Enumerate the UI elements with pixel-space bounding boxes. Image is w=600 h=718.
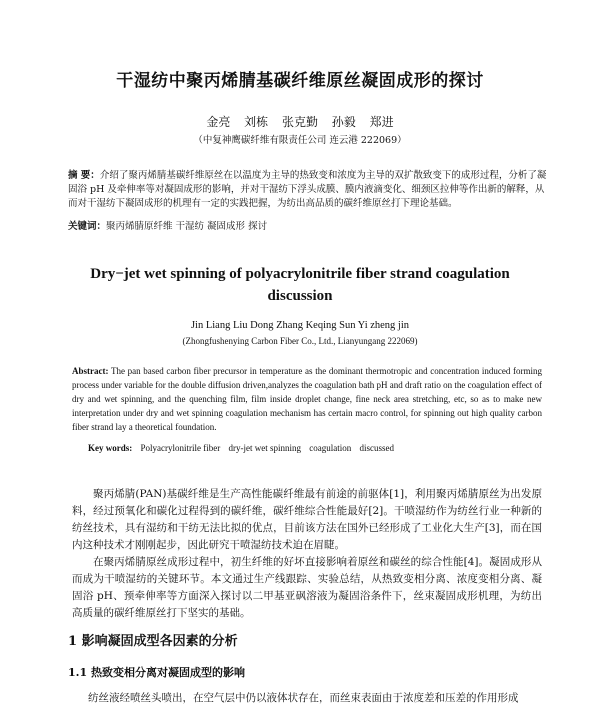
chinese-title: 干湿纺中聚丙烯腈基碳纤维原丝凝固成形的探讨 xyxy=(116,71,484,91)
english-keywords-label: Key words: xyxy=(88,443,133,453)
english-keyword: Polyacrylonitrile fiber xyxy=(140,443,221,453)
chinese-abstract-label: 摘 要： xyxy=(68,170,100,181)
english-authors: Jin Liang Liu Dong Zhang Keqing Sun Yi zheng jin xyxy=(190,320,410,331)
english-abstract-text: The pan based carbon fiber precursor in temperature as the dominant thermotropic and concentration induced forming process under variable for the double diffusion driven,analyzes the coagulation bath pH and draft ratio on the coagulation effect of dry and wet spinning, and the quenching film, film inside droplet change, fine neck area stretching, etc, so as to make new interpretation under dry and wet spinning coagulation mechanism has certain macro control, for spinning out high quality carbon fiber strand lay a theoretical foundation. xyxy=(72,366,542,432)
chinese-abstract xyxy=(68,169,548,211)
chinese-affiliation: （中复神鹰碳纤维有限责任公司 连云港 222069） xyxy=(193,135,407,146)
body-paragraph-3: 纺丝液经喷丝头喷出，在空气层中仍以液体状存在，而丝束表面由于浓度差和压差的作用形成 xyxy=(88,692,519,704)
english-keyword: coagulation xyxy=(309,443,352,453)
english-keyword: dry-jet wet spinning xyxy=(228,443,301,453)
chinese-keywords-text: 聚丙烯腈原纤维 干湿纺 凝固成形 探讨 xyxy=(106,221,268,232)
english-title: Dry−jet wet spinning of polyacrylonitrile fiber strand coagulation discussion xyxy=(90,266,510,304)
english-affiliation: (Zhongfushenying Carbon Fiber Co., Ltd., Lianyungang 222069) xyxy=(182,336,418,346)
section-heading-1: 1 影响凝固成型各因素的分析 xyxy=(68,634,238,649)
chinese-keywords xyxy=(68,218,548,232)
body-text xyxy=(72,486,542,622)
chinese-authors: 金亮 刘栋 张克勤 孙毅 郑进 xyxy=(206,115,394,129)
chinese-keywords-label: 关键词： xyxy=(68,221,107,232)
english-keyword: discussed xyxy=(359,443,394,453)
english-keywords xyxy=(88,443,538,453)
english-abstract-label: Abstract: xyxy=(72,366,109,376)
body-paragraph-1: 聚丙烯腈(PAN)基碳纤维是生产高性能碳纤维最有前途的前驱体[1]，利用聚丙烯腈原丝为出发原料，经过预氧化和碳化过程得到的碳纤维，碳纤维综合性能最好[2]。干喷湿纺作为纺丝行业一种新的纺丝技术，具有湿纺和干纺无法比拟的优点，目前该方法在国外已经形成了工业化大生产[3]，而在国内这种技术才刚刚起步，因此研究干喷湿纺技术迫在眉睫。 xyxy=(72,488,542,551)
english-abstract xyxy=(72,364,542,434)
chinese-abstract-text: 介绍了聚丙烯腈基碳纤维原丝在以温度为主导的热致变和浓度为主导的双扩散致变下的成形过程，分析了凝固浴 pH 及牵伸率等对凝固成形的影响，并对干湿纺下浮头成膜、膜内液滴变化、细颈区拉伸等作出新的解释，从而对干湿纺下凝固成形的机理有一定的实践把握，为纺出高品质的碳纤维原丝打下理论基础。 xyxy=(68,170,547,209)
subsection-heading-1-1: 1.1 热致变相分离对凝固成型的影响 xyxy=(68,666,245,679)
body-paragraph-2: 在聚丙烯腈原丝成形过程中，初生纤维的好坏直接影响着原丝和碳丝的综合性能[4]。凝固成形从而成为干喷湿纺的关键环节。本文通过生产线跟踪、实验总结，从热致变相分离、浓度变相分离、凝固浴 pH、预牵伸率等方面深入探讨以二甲基亚砜溶液为凝固浴条件下，丝束凝固成形机理，为纺出高质量的碳纤维原丝打下坚实的基础。 xyxy=(72,556,542,619)
